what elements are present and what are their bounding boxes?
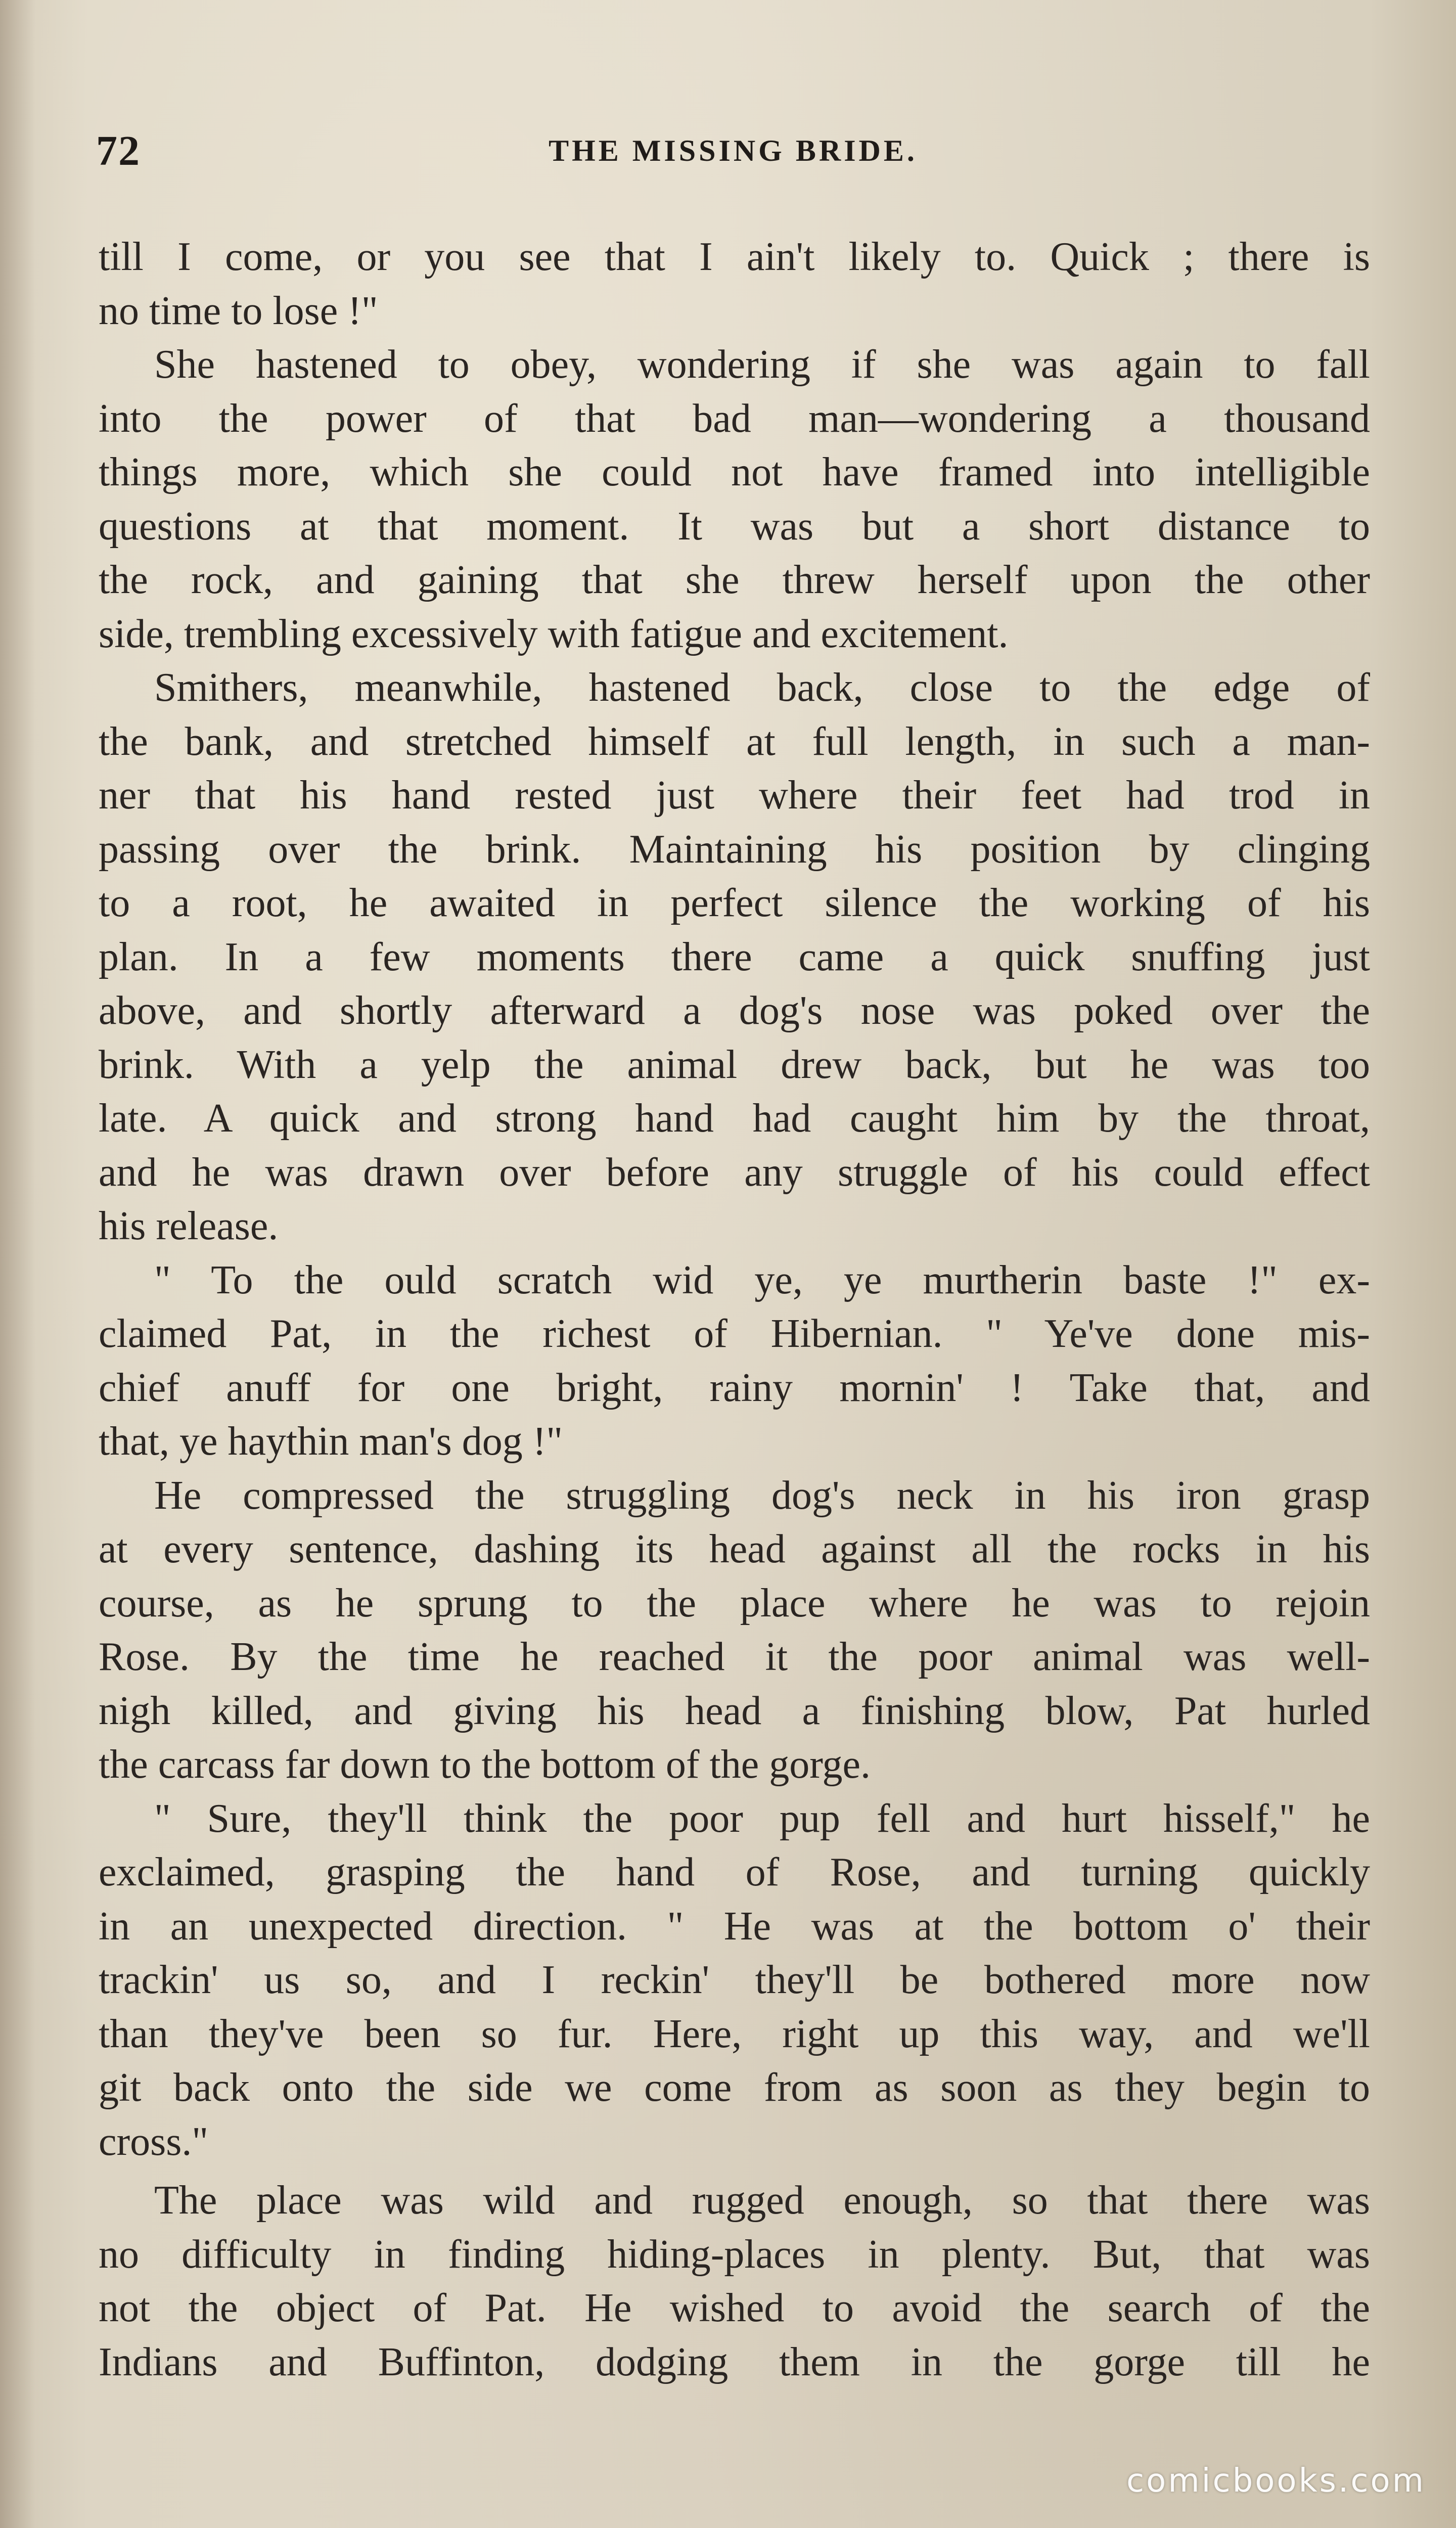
text-line: no time to lose !" (99, 288, 378, 333)
text-line: into the power of that bad man—wondering a thousand (99, 396, 1370, 441)
text-line: " Sure, they'll think the poor pup fell and hurt hisself," he (154, 1796, 1370, 1841)
text-line: in an unexpected direction. " He was at the bottom o' their (99, 1904, 1370, 1949)
text-line: exclaimed, grasping the hand of Rose, and turning quickly (99, 1850, 1370, 1894)
text-line: that, ye haythin man's dog !" (99, 1419, 563, 1464)
text-line: side, trembling excessively with fatigue and excitement. (99, 611, 1009, 656)
text-line: above, and shortly afterward a dog's nose was poked over the (99, 988, 1370, 1033)
text-line: Rose. By the time he reached it the poor animal was well- (99, 1635, 1370, 1679)
text-line: " To the ould scratch wid ye, ye murtherin baste !" ex- (154, 1257, 1370, 1302)
page-header (96, 126, 1370, 182)
text-line: questions at that moment. It was but a short distance to (99, 504, 1370, 549)
text-line: his release. (99, 1204, 279, 1248)
text-line: passing over the brink. Maintaining his position by clinging (99, 827, 1370, 872)
text-line: the bank, and stretched himself at full length, in such a man- (99, 719, 1370, 764)
text-line: the carcass far down to the bottom of the gorge. (99, 1742, 871, 1787)
text-line: Indians and Buffinton, dodging them in the gorge till he (99, 2339, 1370, 2384)
text-line: the rock, and gaining that she threw herself upon the other (99, 558, 1370, 602)
text-line: trackin' us so, and I reckin' they'll be bothered more now (99, 1958, 1370, 2002)
text-line: She hastened to obey, wondering if she was again to fall (154, 342, 1370, 387)
text-line: nigh killed, and giving his head a finishing blow, Pat hurled (99, 1688, 1370, 1733)
text-line: course, as he sprung to the place where he was to rejoin (99, 1581, 1370, 1626)
page-number: 72 (96, 127, 141, 174)
text-line: cross." (99, 2119, 209, 2164)
spine-shadow (0, 0, 35, 2528)
running-title: THE MISSING BRIDE. (549, 134, 918, 167)
text-line: ner that his hand rested just where their feet had trod in (99, 773, 1370, 818)
text-line: The place was wild and rugged enough, so that there was (154, 2178, 1370, 2223)
text-line: no difficulty in finding hiding-places in plenty. But, that was (99, 2232, 1370, 2277)
text-line: claimed Pat, in the richest of Hibernian. " Ye've done mis- (99, 1312, 1370, 1356)
text-line: He compressed the struggling dog's neck in his iron grasp (154, 1473, 1370, 1518)
text-line: to a root, he awaited in perfect silence the working of his (99, 881, 1370, 925)
text-line: late. A quick and strong hand had caught him by the throat, (99, 1096, 1370, 1141)
text-line: not the object of Pat. He wished to avoid the search of the (99, 2286, 1370, 2330)
text-line: and he was drawn over before any struggle of his could effect (99, 1150, 1370, 1195)
text-line: git back onto the side we come from as soon as they begin to (99, 2065, 1370, 2110)
body-text (99, 230, 1370, 2389)
text-line: brink. With a yelp the animal drew back, but he was too (99, 1042, 1370, 1087)
text-line: till I come, or you see that I ain't likely to. Quick ; there is (99, 235, 1370, 279)
text-line: plan. In a few moments there came a quick snuffing just (99, 934, 1370, 979)
text-line: than they've been so fur. Here, right up this way, and we'll (99, 2011, 1370, 2056)
text-line: at every sentence, dashing its head against all the rocks in his (99, 1527, 1370, 1571)
text-line: chief anuff for one bright, rainy mornin' ! Take that, and (99, 1365, 1370, 1410)
text-line: things more, which she could not have framed into intelligible (99, 450, 1370, 494)
site-watermark: comicbooks.com (1126, 2462, 1426, 2500)
text-line: Smithers, meanwhile, hastened back, close to the edge of (154, 665, 1370, 710)
